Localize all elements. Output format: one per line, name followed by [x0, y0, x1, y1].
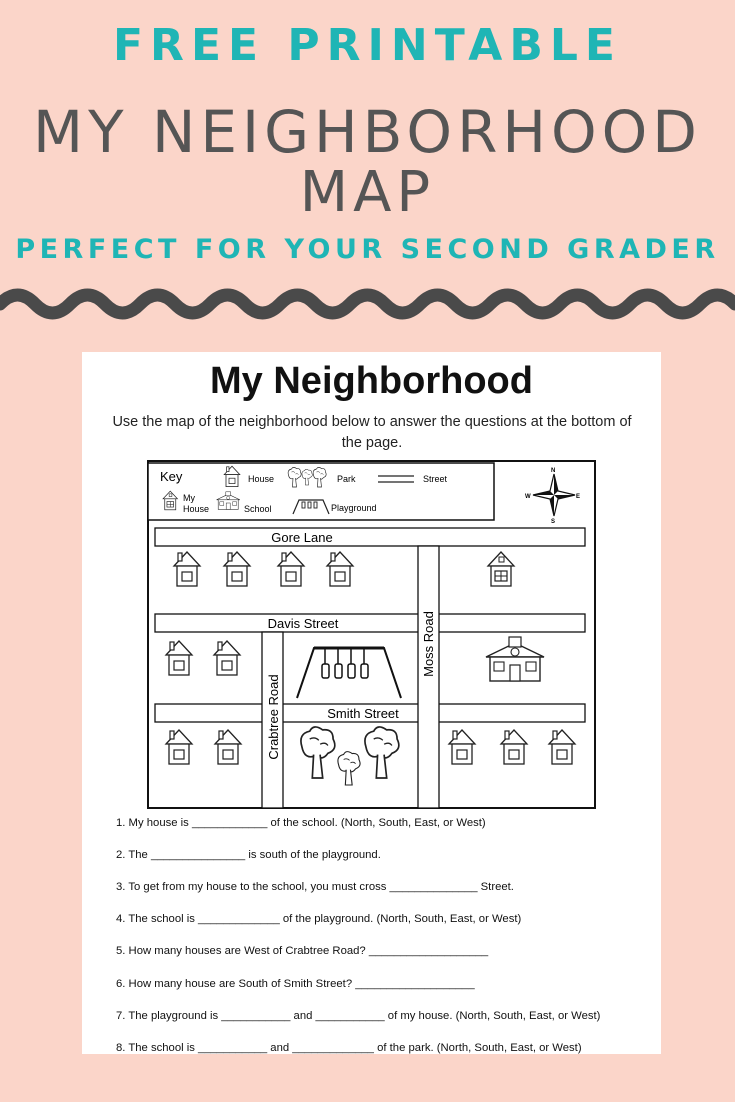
svg-text:E: E	[576, 494, 581, 500]
worksheet-instructions: Use the map of the neighborhood below to answer the questions at the bottom of the page.	[112, 414, 632, 451]
key-house-label: House	[248, 474, 275, 484]
svg-text:W: W	[525, 494, 531, 500]
street-davis-label: Davis Street	[267, 616, 339, 631]
wave-divider	[0, 286, 735, 336]
question-7: 7. The playground is ___________ and ___________ of my house. (North, South, East, or West)	[116, 1010, 601, 1022]
key-street-label: Street	[423, 474, 448, 484]
banner-subtitle: PERFECT FOR YOUR SECOND GRADER	[15, 234, 720, 265]
question-4: 4. The school is _____________ of the playground. (North, South, East, or West)	[116, 913, 522, 925]
question-8: 8. The school is ___________ and _____________ of the park. (North, South, East, or West)	[116, 1042, 582, 1054]
key-my-house-label-1: My	[183, 493, 195, 503]
banner-kicker: FREE PRINTABLE	[113, 20, 622, 71]
street-smith-label: Smith Street	[327, 706, 399, 721]
question-1: 1. My house is ____________ of the school. (North, South, East, or West)	[116, 817, 486, 829]
banner-title-line2: MAP	[299, 160, 436, 225]
question-2: 2. The _______________ is south of the playground.	[116, 849, 381, 861]
street-gore-lane-label: Gore Lane	[271, 530, 333, 545]
street-gore-lane	[155, 528, 585, 546]
key-park-label: Park	[337, 474, 356, 484]
key-school-label: School	[244, 504, 272, 514]
svg-text:S: S	[551, 519, 556, 525]
question-3: 3. To get from my house to the school, you must cross ______________ Street.	[116, 881, 514, 893]
svg-text:N: N	[551, 468, 556, 474]
banner-title-line1: MY NEIGHBORHOOD	[33, 98, 702, 166]
neighborhood-map	[82, 352, 661, 812]
worksheet-title: My Neighborhood	[210, 360, 533, 402]
question-6: 6. How many house are South of Smith Street? ___________________	[116, 978, 475, 990]
worksheet	[82, 352, 661, 1054]
key-my-house-label-2: House	[183, 504, 210, 514]
road-crabtree-label: Crabtree Road	[266, 674, 281, 760]
key-label: Key	[160, 469, 183, 484]
street-davis	[155, 614, 585, 632]
key-playground-label: Playground	[331, 503, 377, 513]
question-5: 5. How many houses are West of Crabtree Road? ___________________	[116, 945, 489, 957]
road-moss-label: Moss Road	[421, 611, 436, 677]
